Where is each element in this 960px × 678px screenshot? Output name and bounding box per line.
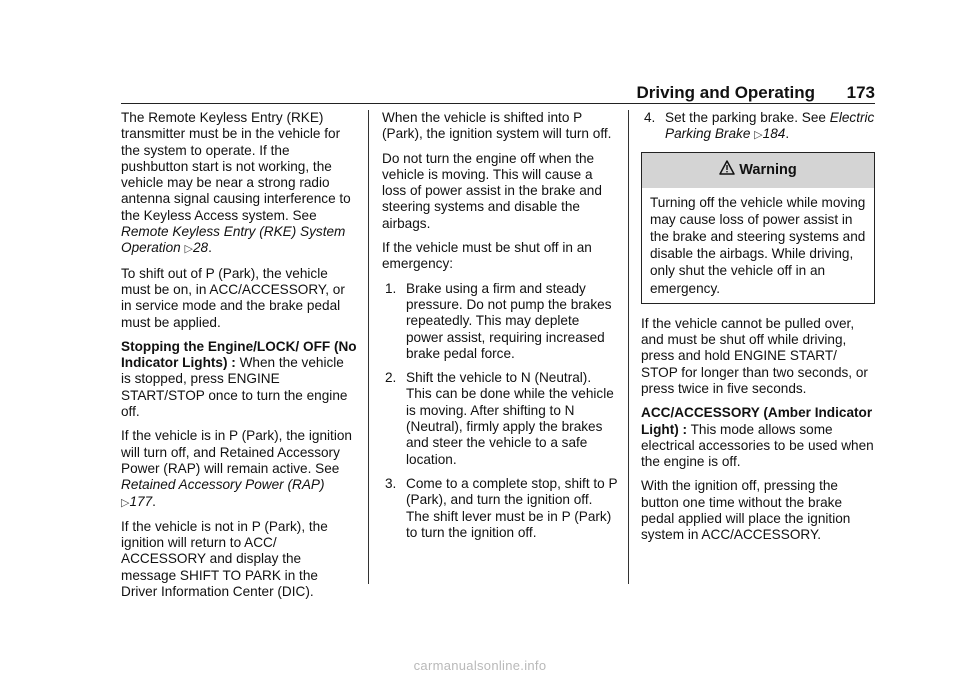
paragraph [121, 339, 357, 420]
paragraph: The Remote Keyless Entry (RKE) transmitter must be in the vehicle for the system to operate. If the pushbutton start is not working, the vehicle may be near a strong radio antenna signal causing interference to the Keyless Access system. See Remote Keyless Entry (RKE) System Operation ▷28. [121, 110, 351, 256]
list-item [382, 281, 618, 362]
steps-continued-list [641, 110, 875, 144]
paragraph: If the vehicle must be shut off in an emergency: [382, 240, 592, 272]
paragraph: With the ignition off, pressing the button one time without the brake pedal applied will place the ignition system in ACC/ACCESSORY. [641, 478, 851, 543]
page-number: 173 [846, 83, 875, 102]
page-reference[interactable]: 28 [192, 240, 209, 256]
paragraph: If the vehicle is in P (Park), the ignition will turn off, and Retained Accessory Power (RAP) will remain active. See Retained Accessory Power (RAP) ▷177. [121, 428, 352, 509]
warning-header [642, 153, 874, 188]
step-text: Shift the vehicle to N (Neutral). This can be done while the vehicle is moving. After shifting to N (Neutral), firmly apply the brakes and steer the vehicle to a safe location. [406, 370, 614, 467]
paragraph-text: The Remote Keyless Entry (RKE) transmitter must be in the vehicle for the system to operate. If the pushbutton start is not working, the vehicle may be near a strong radio antenna signal causing interference to the Keyless Access system. See [121, 110, 351, 223]
header-rule [121, 103, 875, 104]
list-item [382, 370, 618, 468]
paragraph: If the vehicle cannot be pulled over, and must be shut off while driving, press and hold ENGINE START/ STOP for longer than two seconds, or press twice in five seconds. [641, 315, 868, 396]
column-divider [628, 110, 629, 584]
step-text: Set the parking brake. See [665, 110, 830, 125]
page-reference[interactable]: 177 [129, 493, 153, 509]
paragraph-text: This mode allows some electrical accessories to be used when the engine is off. [641, 421, 874, 470]
column-1 [121, 110, 357, 608]
term-heading: Stopping the Engine/LOCK/ OFF (No Indicator Lights) : [121, 338, 357, 371]
term-heading: ACC/ACCESSORY (Amber Indicator Light) : [641, 405, 873, 437]
step-number: 2. [385, 370, 397, 386]
paragraph [641, 405, 875, 470]
step-number: 3. [385, 475, 397, 491]
page-arrow-icon: ▷ [184, 243, 193, 256]
step-number: 4. [644, 110, 656, 125]
step-text: Come to a complete stop, shift to P (Park), and turn the ignition off. The shift lever must be in P (Park) to turn the ignition off. [406, 475, 618, 540]
page-reference[interactable]: 184 [762, 126, 786, 142]
warning-box [641, 152, 875, 304]
cross-reference-link[interactable]: Remote Keyless Entry (RKE) System Operation [121, 224, 346, 256]
column-2 [382, 110, 618, 549]
watermark: carmanualsonline.info [413, 658, 547, 673]
emergency-steps-list [382, 281, 618, 541]
page-arrow-icon: ▷ [121, 496, 130, 509]
cross-reference-link[interactable]: Electric Parking Brake [665, 110, 875, 142]
paragraph-text: When the vehicle is stopped, press ENGINE START/STOP once to turn the engine off. [121, 355, 348, 420]
warning-title: Warning [739, 161, 797, 178]
page-arrow-icon: ▷ [754, 129, 763, 142]
column-3 [641, 110, 875, 552]
list-item [382, 476, 618, 541]
list-item: 4. Set the parking brake. See Electric Parking Brake ▷184. [644, 110, 875, 142]
paragraph: When the vehicle is shifted into P (Park), the ignition system will turn off. [382, 110, 612, 142]
page-header [0, 83, 875, 103]
step-text: Brake using a firm and steady pressure. Do not pump the brakes repeatedly. This may deplete power assist, requiring increased brake pedal force. [406, 280, 612, 361]
cross-reference-link[interactable]: Retained Accessory Power (RAP) [121, 477, 325, 493]
column-divider [368, 110, 369, 584]
paragraph: To shift out of P (Park), the vehicle must be on, in ACC/ACCESSORY, or in service mode and the brake pedal must be applied. [121, 265, 345, 330]
paragraph: Do not turn the engine off when the vehicle is moving. This will cause a loss of power assist in the brake and steering systems and disable the airbags. [382, 150, 602, 231]
step-number: 1. [385, 280, 397, 296]
warning-triangle-icon [719, 160, 735, 179]
paragraph-text: If the vehicle is in P (Park), the ignition will turn off, and Retained Accessory Power (RAP) will remain active. See [121, 428, 352, 476]
paragraph: If the vehicle is not in P (Park), the ignition will return to ACC/ ACCESSORY and display the message SHIFT TO PARK in the Driver Information Center (DIC). [121, 518, 328, 600]
warning-text: Turning off the vehicle while moving may cause loss of power assist in the brake and steering systems and disable the airbags. While driving, only shut the vehicle off in an emergency. [650, 194, 866, 296]
section-title: Driving and Operating [636, 83, 815, 102]
